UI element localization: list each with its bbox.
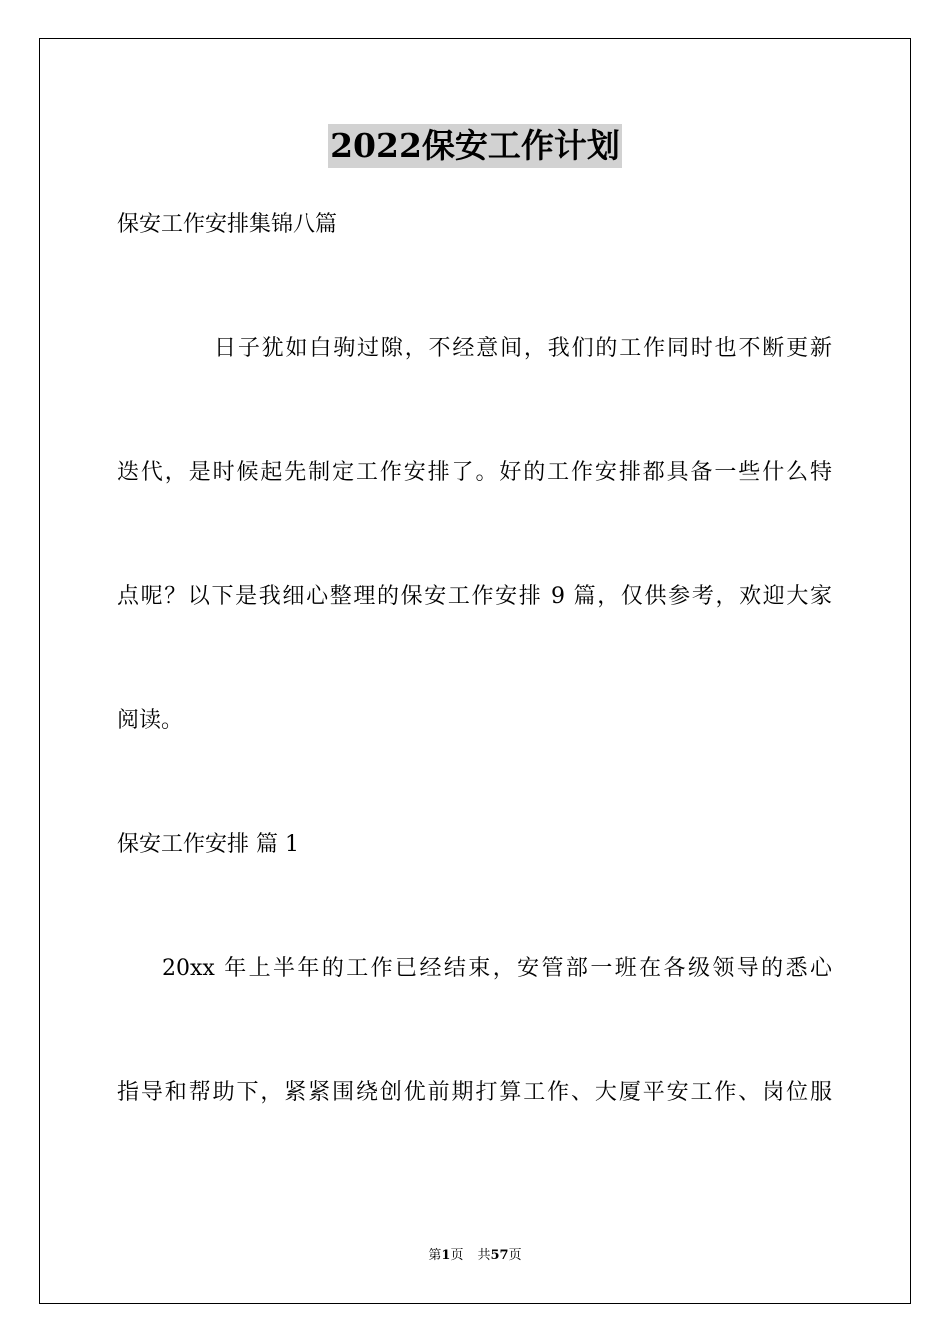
footer-page-current: 1	[441, 1248, 451, 1263]
footer-page-total: 57	[490, 1248, 509, 1263]
paragraph-2-line-1: 20xx 年上半年的工作已经结束，安管部一班在各级领导的悉心	[162, 956, 832, 981]
paragraph-1-line-4: 阅读。	[117, 708, 184, 733]
page-footer	[0, 1247, 950, 1265]
footer-total-unit: 页	[508, 1248, 522, 1263]
paragraph-1-line-1: 日子犹如白驹过隙，不经意间，我们的工作同时也不断更新	[214, 336, 832, 361]
document-title: 2022保安工作计划	[328, 124, 622, 168]
document-subtitle: 保安工作安排集锦八篇	[117, 212, 338, 237]
footer-total-prefix: 共	[477, 1248, 491, 1263]
paragraph-1-line-3: 点呢？以下是我细心整理的保安工作安排 9 篇，仅供参考，欢迎大家	[117, 584, 832, 609]
title-container	[0, 124, 950, 168]
paragraph-1-line-2: 迭代，是时候起先制定工作安排了。好的工作安排都具备一些什么特	[117, 460, 832, 485]
paragraph-2-line-2: 指导和帮助下，紧紧围绕创优前期打算工作、大厦平安工作、岗位服	[117, 1080, 832, 1105]
footer-page-unit: 页	[450, 1248, 464, 1263]
section-heading: 保安工作安排 篇 1	[117, 832, 299, 857]
footer-page-prefix: 第	[428, 1248, 442, 1263]
